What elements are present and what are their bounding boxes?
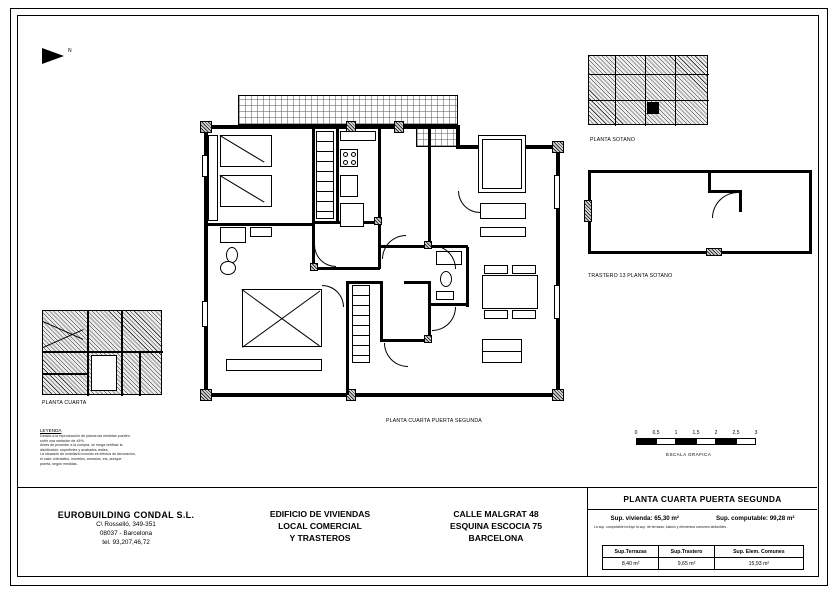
wall-interior-v7 [346,281,349,395]
trastero-pier-left [584,200,592,222]
key4-wall-v1 [87,311,89,396]
stair-1-step-1 [316,141,334,142]
pier-interior-4 [374,217,382,225]
pier-interior-3 [424,335,432,343]
pier-bottom-left [200,389,212,401]
main-floor-plan [196,95,566,395]
key4-diagonal-2 [43,329,83,348]
scale-seg-5 [716,438,736,445]
north-arrow [42,48,82,70]
toilet-2 [440,271,452,287]
address-line: BARCELONA [468,533,524,543]
table-cell: 8,40 m² [603,558,659,570]
sup-vivienda-value: 65,30 m² [654,515,679,522]
title-block-company [17,488,235,576]
stair-1-step-4 [316,171,334,172]
pier-interior-1 [310,263,318,271]
kitchen-oven [340,175,358,197]
pier-top-right [552,141,564,153]
stair-1-step-5 [316,181,334,182]
hob-burner-1 [343,152,348,157]
door-arc-2 [382,235,406,259]
wardrobe-1 [208,135,218,221]
stair-1-step-6 [316,191,334,192]
window-left-1 [202,155,208,177]
sink-1 [250,227,272,237]
wall-interior-h6 [380,339,430,342]
legend-title: LEYENDA [40,428,62,433]
wall-interior-v8 [380,281,383,341]
key4-wall-h2 [43,373,87,375]
scale-seg-4 [696,438,716,445]
scale-seg-6 [736,438,756,445]
sot-highlight-unit [647,102,659,114]
trastero-wall-notch-v [708,170,711,192]
trastero-pier [706,248,722,256]
wall-interior-v9 [428,281,431,341]
project-address [405,508,587,544]
scale-seg-3 [676,438,696,445]
table-cell: 15,93 m² [714,558,803,570]
door-arc-7 [458,191,480,213]
key4-wall-h1 [43,351,163,353]
stair-1-step-8 [316,211,334,212]
legend-line: La situación de mobiliario incluido es efectos de decoración, [40,452,136,457]
coffee-table [480,203,526,219]
legend-line: puerta, según medidas. [40,461,78,466]
north-arrow-label: N [68,48,72,54]
wall-interior-h2 [314,267,380,270]
shower-tray-1 [220,227,246,243]
hob-burner-4 [351,160,356,165]
key-plan-planta-sotano [588,55,708,125]
scale-tick-label: 2,5 [732,430,740,436]
legend-line: sufrir una variación de ±5%. [40,438,85,443]
key4-wall-v3 [139,351,141,396]
company-address-line: C\ Rosselló, 349-351 [96,521,156,528]
scale-tick-label: 1,5 [692,430,700,436]
sup-computable-value: 99,28 m² [769,515,795,522]
storage-caption: TRASTERO 13 PLANTA SOTANO [588,273,673,279]
surface-summary [588,510,817,525]
title-block-address [405,488,587,576]
title-block [17,487,817,575]
storage-unit-plan [588,170,812,254]
table-header-cell: Sup. Elem. Comunes [714,546,803,558]
trastero-wall-top [588,170,812,173]
scale-tick-label: 3 [754,430,758,436]
scale-seg-1 [636,438,656,445]
address-line: CALLE MALGRAT 48 [453,509,539,519]
dining-chair-3 [484,310,508,319]
stair-2-step-1 [352,295,370,296]
title-block-building [235,488,405,576]
door-arc-4 [432,307,456,331]
building-description [235,508,405,544]
kitchen-appliance [340,203,364,227]
scale-tick-label: 2 [714,430,718,436]
legend-line: distribución, superficies y acabados reales. [40,447,109,452]
hob-burner-2 [351,152,356,157]
sot-wall-v3 [675,56,676,126]
sot-wall-h2 [589,100,709,101]
wall-interior-h9 [428,303,468,306]
basement-key-caption: PLANTA SOTANO [590,137,636,143]
stair-1 [316,131,334,219]
key-plan-planta-cuarta [42,310,162,395]
pier-bottom-right [552,389,564,401]
sot-wall-v2 [645,56,646,126]
main-plan-caption: PLANTA CUARTA PUERTA SEGUNDA [386,418,482,424]
window-right-2 [554,285,560,319]
legend [40,428,190,466]
pier-interior-2 [424,241,432,249]
scale-tick-label: 0 [634,430,638,436]
door-arc-3 [432,245,456,269]
tv-unit [480,227,526,237]
title-block-data [587,488,817,576]
stair-2-step-4 [352,325,370,326]
stair-1-step-2 [316,151,334,152]
wall-bottom-exterior [204,393,560,397]
wall-interior-v6 [428,129,431,247]
table-header-row [603,546,804,558]
trastero-wall-bottom [588,251,812,254]
key4-wall-v2 [121,311,123,396]
dining-chair-2 [512,265,536,274]
kitchen-hob [340,149,358,167]
legend-line: el valor orientativo, muebles, armarios, etc, aunque [40,456,122,461]
north-arrow-icon [42,48,64,64]
trastero-wall-right [809,170,812,254]
stair-1-step-3 [316,161,334,162]
sot-wall-v1 [615,56,616,126]
scale-tick-label: 1 [674,430,678,436]
door-arc-6 [322,285,344,307]
trastero-door-arc [712,192,738,218]
stair-2 [352,285,370,363]
key4-highlight-unit [91,355,117,391]
sup-computable [716,515,794,522]
scale-seg-2 [656,438,676,445]
wall-interior-v1 [312,129,315,225]
sideboard-divider [482,351,522,352]
surface-table [602,545,804,570]
scale-ticks [634,430,758,446]
stair-2-step-7 [352,355,370,356]
wall-interior-v4 [336,129,339,221]
wall-interior-h5 [346,281,382,284]
bidet-1 [220,261,236,275]
window-right-1 [554,175,560,209]
dining-chair-4 [512,310,536,319]
sot-wall-h1 [589,74,709,75]
company-name: EUROBUILDING CONDAL S.L. [57,510,195,520]
building-line: EDIFICIO DE VIVIENDAS [269,509,371,519]
pier-top-mid2 [394,121,404,133]
trastero-wall-notch-v2 [739,190,742,212]
company-address-line: 08037 - Barcelona [99,530,153,537]
wardrobe-2 [226,359,322,371]
surface-note: La sup. computable incluye la sup. de terrazas, balcón y elementos comunes atribuibles. [594,525,728,529]
wall-interior-h1 [208,223,314,226]
dining-chair-1 [484,265,508,274]
stair-2-step-3 [352,315,370,316]
wall-interior-h7 [404,281,430,284]
pier-top-left [200,121,212,133]
sup-computable-label: Sup. computable: [716,515,768,522]
table-header-cell: Sup.Terrazas [603,546,659,558]
stair-2-step-2 [352,305,370,306]
sup-vivienda-label: Sup. vivienda: [610,515,653,522]
wall-top-exterior [204,125,460,129]
wall-interior-v5 [378,129,381,221]
scale-caption: ESCALA GRAFICA [666,452,712,457]
table-header-cell: Sup.Trastero [659,546,714,558]
wall-interior-v10 [466,247,469,307]
building-line: LOCAL COMERCIAL [278,521,362,531]
table-cell: 9,65 m² [659,558,714,570]
stair-1-step-7 [316,201,334,202]
sup-vivienda [611,515,679,522]
dining-table [482,275,538,309]
graphic-scale [634,430,758,457]
legend-line: Debido a la reproducción de planos las medidas pueden [40,434,130,438]
unit-title: PLANTA CUARTA PUERTA SEGUNDA [588,494,817,510]
building-line: Y TRASTEROS [289,533,351,543]
stair-2-step-6 [352,345,370,346]
legend-line: Antes de proceder a la compra, se ruega verificar la [40,443,123,448]
sofa-1-cushion [482,139,522,189]
table-row [603,558,804,570]
stair-2-step-5 [352,335,370,336]
kitchen-counter-top [340,131,376,141]
address-line: ESQUINA ESCOCIA 75 [449,521,542,531]
scale-tick-label: 0,5 [652,430,660,436]
window-left-2 [202,301,208,327]
hob-burner-3 [343,160,348,165]
door-arc-5 [384,343,408,367]
sink-2 [436,291,454,300]
company-phone: tel. 93,207,46,72 [102,539,150,546]
key-plan-caption: PLANTA CUARTA [42,400,87,406]
